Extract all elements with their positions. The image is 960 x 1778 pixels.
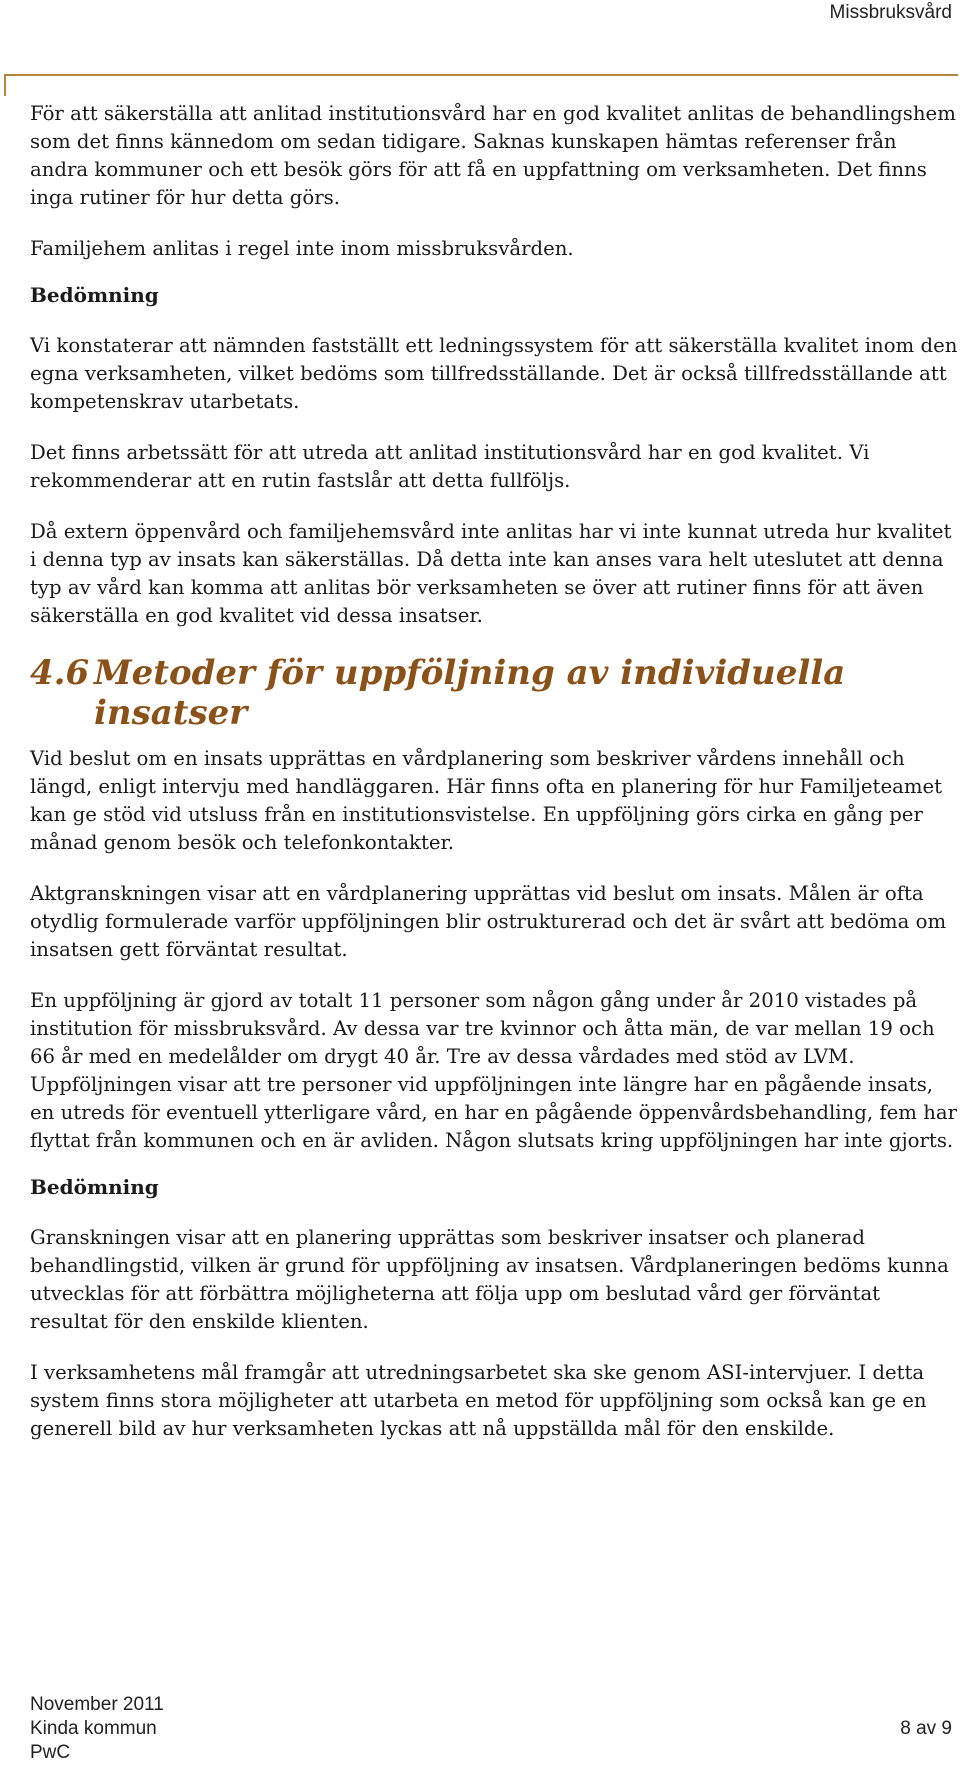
footer-company: PwC [30, 1742, 71, 1763]
paragraph: En uppföljning är gjord av totalt 11 personer som någon gång under år 2010 vistades på institution för missbruksvård. Av dessa var tre kvinnor och åtta män, de var mellan 19 och 66 år med en medelålder om drygt 40 år. Tre av dessa vårdades med stöd av LVM. Uppföljningen visar att tre personer vid uppföljningen inte längre har en pågående insats, en utreds för eventuell ytterligare vård, en har en pågående öppenvårdsbehandling, fem har flyttat från kommunen och en är avliden. Någon slutsats kring uppföljningen har inte gjorts. [30, 989, 958, 1152]
paragraph: I verksamhetens mål framgår att utredningsarbetet ska ske genom ASI-intervjuer. I detta system finns stora möjligheter att utarbeta en metod för uppföljning som också kan ge en generell bild av hur verksamheten lyckas att nå uppställda mål för den enskilde. [30, 1361, 927, 1440]
footer-organization: Kinda kommun [30, 1718, 157, 1739]
page-content [30, 100, 960, 1466]
page-number: 8 av 9 [900, 1718, 952, 1739]
page-footer [30, 1693, 952, 1765]
header-frame-corner [4, 74, 6, 96]
subheading-assessment: Bedömning [30, 1175, 159, 1199]
section-title: Metoder för uppföljning av individuella insatser [94, 653, 846, 733]
running-header: Missbruksvård [829, 2, 952, 23]
header-frame-line [4, 74, 958, 76]
paragraph: Vi konstaterar att nämnden fastställt ett ledningssystem för att säkerställa kvalitet inom den egna verksamheten, vilket bedöms som tillfredsställande. Det är också tillfredsställande att kompetenskrav utarbetats. [30, 334, 958, 413]
paragraph: Vid beslut om en insats upprättas en vårdplanering som beskriver vårdens innehåll och längd, enligt intervju med handläggaren. Här finns ofta en planering för hur Familjeteamet kan ge stöd vid utsluss från en institutionsvistelse. En uppföljning görs cirka en gång per månad genom besök och telefonkontakter. [30, 747, 943, 854]
paragraph: Aktgranskningen visar att en vårdplanering upprättas vid beslut om insats. Målen är ofta otydlig formulerade varför uppföljningen blir ostrukturerad och det är svårt att bedöma om insatsen gett förväntat resultat. [30, 882, 947, 961]
footer-date: November 2011 [30, 1694, 164, 1715]
paragraph: Då extern öppenvård och familjehemsvård inte anlitas har vi inte kunnat utreda hur kvalitet i denna typ av insats kan säkerställas. Då detta inte kan anses vara helt uteslutet att denna typ av vård kan komma att anlitas bör verksamheten se över att rutiner finns för att även säkerställa en god kvalitet vid dessa insatser. [30, 520, 952, 627]
paragraph: Granskningen visar att en planering upprättas som beskriver insatser och planerad behandlingstid, vilken är grund för uppföljning av insatsen. Vårdplaneringen bedöms kunna utvecklas för att förbättra möjligheterna att följa upp om beslutad vård ger förväntat resultat för den enskilde klienten. [30, 1226, 949, 1333]
paragraph: Familjehem anlitas i regel inte inom missbruksvården. [30, 237, 574, 260]
section-number: 4.6 [30, 653, 90, 693]
paragraph: Det finns arbetssätt för att utreda att anlitad institutionsvård har en god kvalitet. Vi rekommenderar att en rutin fastslår att detta fullföljs. [30, 441, 870, 492]
subheading-assessment: Bedömning [30, 283, 159, 307]
section-heading [30, 653, 960, 733]
paragraph: För att säkerställa att anlitad institutionsvård har en god kvalitet anlitas de behandlingshem som det finns kännedom om sedan tidigare. Saknas kunskapen hämtas referenser från andra kommuner och ett besök görs för att få en uppfattning om verksamheten. Det finns inga rutiner för hur detta görs. [30, 102, 956, 209]
